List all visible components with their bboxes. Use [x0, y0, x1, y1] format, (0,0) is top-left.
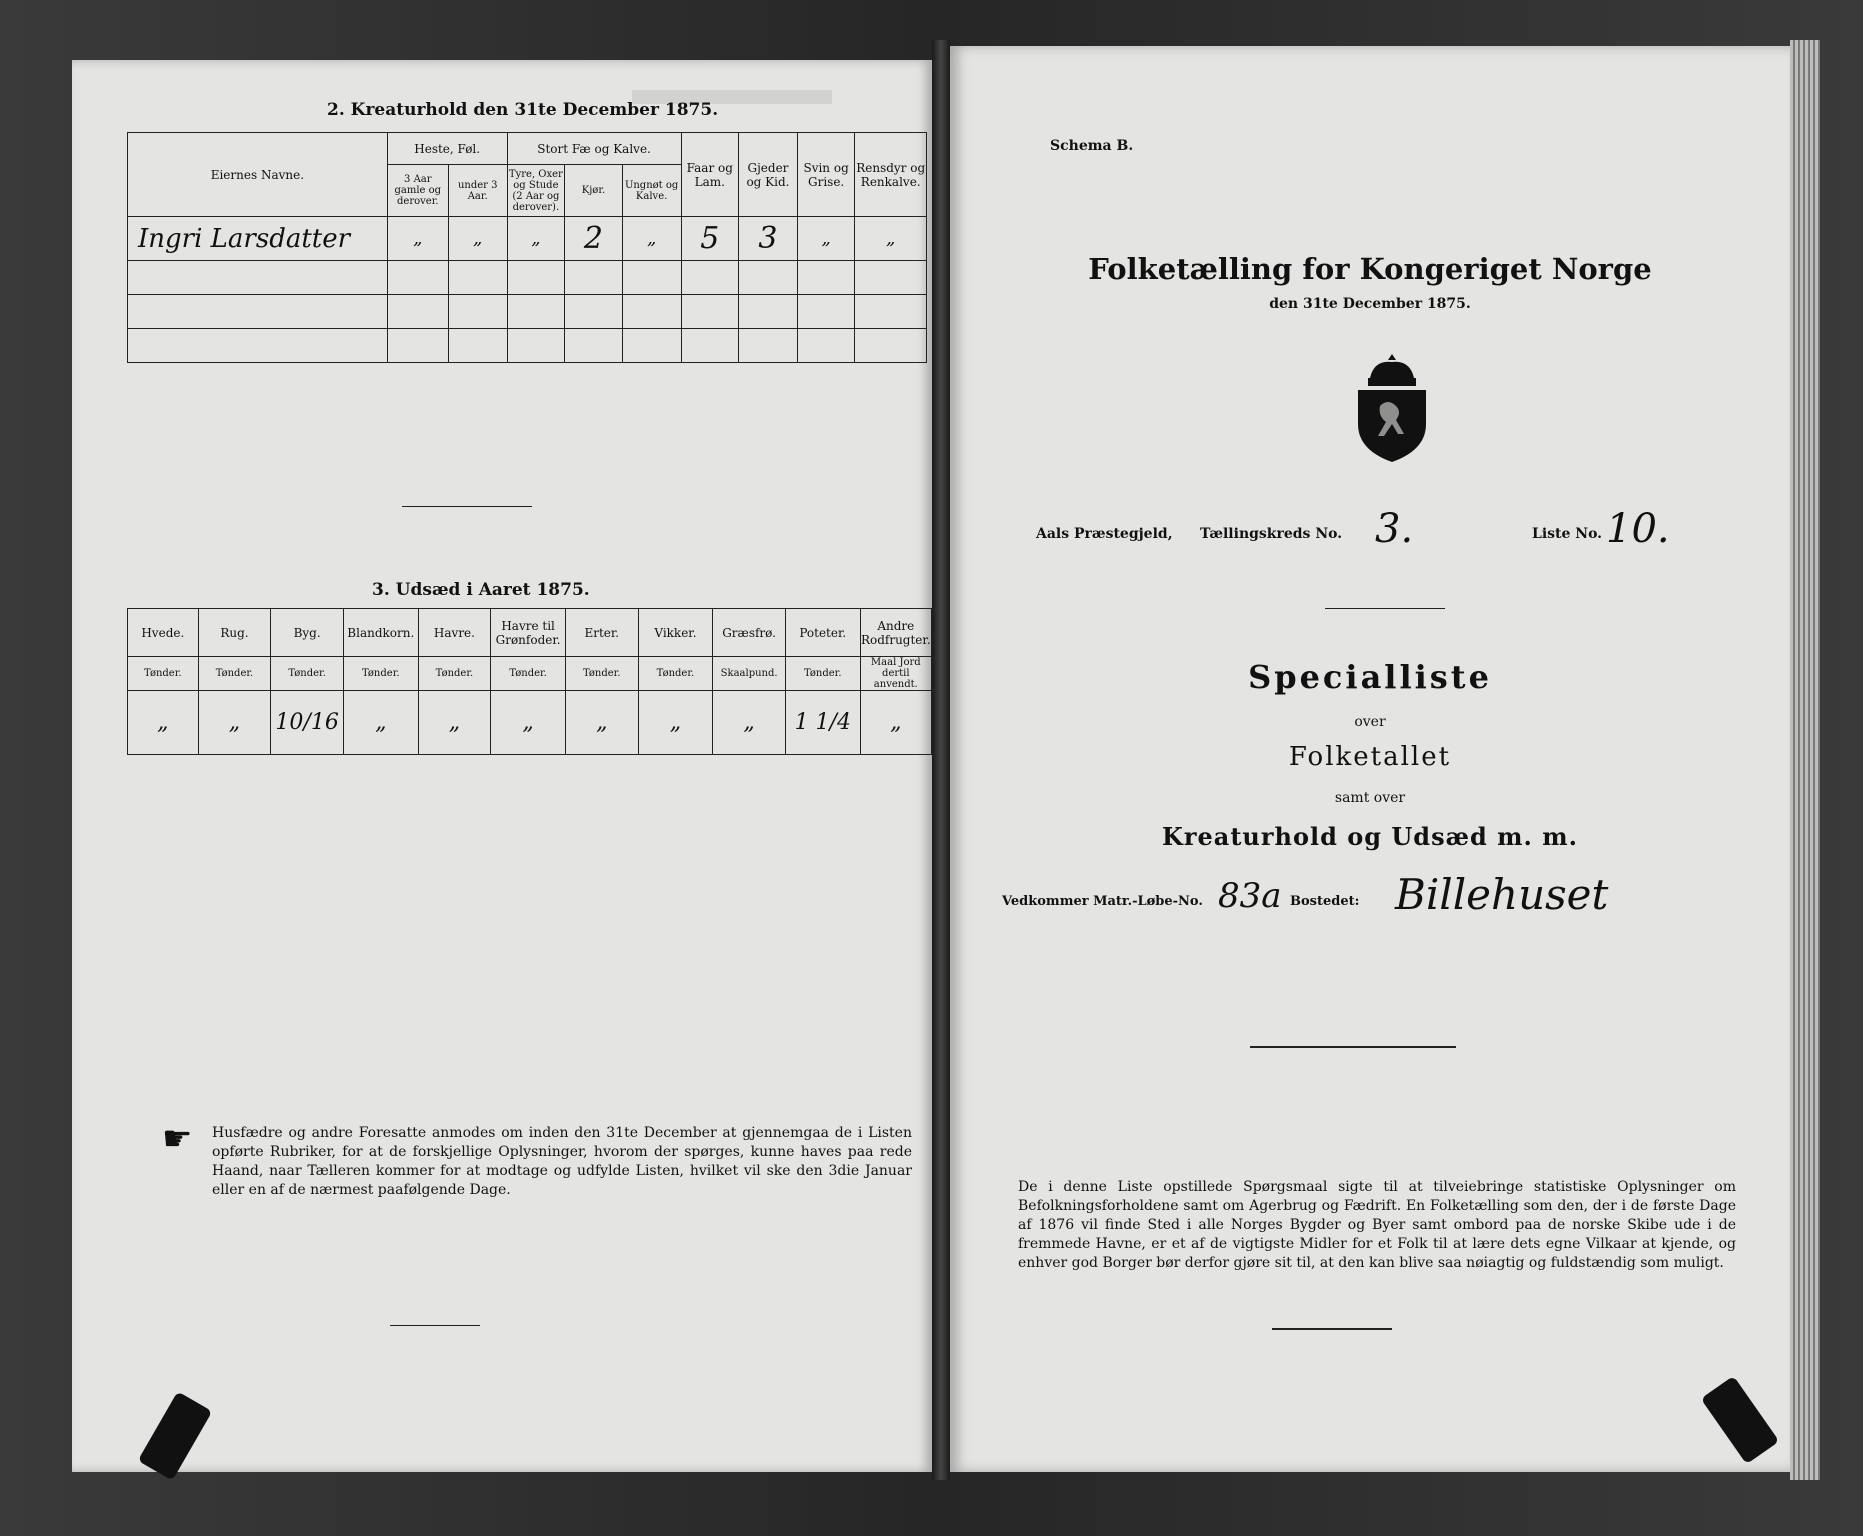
seed-header-5: Havre til Grønfoder.: [491, 609, 566, 657]
owner-name: Ingri Larsdatter: [128, 217, 388, 261]
seed-header-2: Byg.: [271, 609, 344, 657]
seed-value-4: „: [418, 691, 491, 755]
seed-unit-1: Tønder.: [198, 657, 271, 691]
explanation-text: De i denne Liste opstillede Spørgsmaal sigte til at tilveiebringe statistiske Oplysninger om Befolkningsforholdene samt om Agerbrug og Fædrift. En Folketælling som den, der i de første Dage af 1876 vil finde Sted i alle Norges Bygder og Byer samt ombord paa de norske Skibe ude i de fremmede Havne, er et af de vigtigste Midler for et Folk til at lære dets egne Vilkaar at kjende, og enhver god Borger bør derfor gjøre sit til, at den kan blive saa nøiagtig og fuldstændig som muligt.: [1018, 1179, 1736, 1271]
ungnod-value: „: [622, 217, 681, 261]
seed-value-0: „: [128, 691, 199, 755]
seed-value-7: „: [638, 691, 713, 755]
svin-value: „: [797, 217, 855, 261]
seed-header-7: Vikker.: [638, 609, 713, 657]
seed-unit-10: Maal Jord dertil anvendt.: [860, 657, 931, 691]
specialliste-heading: Specialliste: [1248, 658, 1492, 696]
kreds-label: Tællingskreds No.: [1200, 526, 1343, 542]
section-3-title: 3. Udsæd i Aaret 1875.: [372, 580, 590, 600]
matr-value: 83a: [1218, 876, 1282, 916]
notice-text: Husfædre og andre Foresatte anmodes om inden den 31te December at gjennemgaa de i Listen opførte Rubriker, for at de forskjellige Oplysninger, hvorom der spørges, kunne haves paa rede Haand, naar Tælleren kommer for at modtage og udfylde Listen, hvilket vil ske den 3die Januar eller en af de nærmest paafølgende Dage.: [212, 1125, 912, 1198]
faar-header: Faar og Lam.: [681, 133, 739, 217]
heste-young-value: „: [448, 217, 507, 261]
schema-label: Schema B.: [1050, 138, 1134, 154]
folketallet-heading: Folketallet: [1288, 742, 1452, 772]
ungnod-header: Ungnøt og Kalve.: [622, 165, 681, 217]
matr-label: Vedkommer Matr.-Løbe-No.: [1002, 894, 1203, 909]
faar-value: 5: [681, 217, 739, 261]
divider: [1325, 608, 1445, 609]
seed-value-6: „: [565, 691, 638, 755]
document-title: Folketælling for Kongeriget Norge: [1088, 252, 1652, 286]
rensdyr-header: Rensdyr og Renkalve.: [855, 133, 927, 217]
left-page: [72, 60, 932, 1472]
seed-unit-0: Tønder.: [128, 657, 199, 691]
right-page: [950, 46, 1790, 1472]
tyre-header: Tyre, Oxer og Stude (2 Aar og derover).: [507, 165, 565, 217]
heste-old-value: „: [387, 217, 448, 261]
seed-unit-7: Tønder.: [638, 657, 713, 691]
seed-value-8: „: [713, 691, 786, 755]
seed-unit-9: Tønder.: [785, 657, 860, 691]
seed-unit-6: Tønder.: [565, 657, 638, 691]
seed-unit-2: Tønder.: [271, 657, 344, 691]
heste-old-header: 3 Aar gamle og derover.: [387, 165, 448, 217]
book-spine: [932, 40, 950, 1480]
livestock-table: [127, 132, 927, 363]
divider: [390, 1325, 480, 1326]
over-text: over: [1354, 714, 1386, 730]
seed-header-8: Græsfrø.: [713, 609, 786, 657]
coat-of-arms-icon: [1344, 348, 1440, 466]
seed-header-0: Hvede.: [128, 609, 199, 657]
seed-table: [127, 608, 932, 755]
liste-value: 10.: [1606, 506, 1670, 552]
stort-fae-header: Stort Fæ og Kalve.: [507, 133, 681, 165]
seed-value-2: 10/16: [271, 691, 344, 755]
seed-unit-5: Tønder.: [491, 657, 566, 691]
seed-header-3: Blandkorn.: [343, 609, 418, 657]
samt-over-text: samt over: [1334, 790, 1406, 806]
kjor-header: Kjør.: [565, 165, 623, 217]
seed-unit-4: Tønder.: [418, 657, 491, 691]
divider: [402, 506, 532, 507]
heste-header: Heste, Føl.: [387, 133, 507, 165]
seed-value-5: „: [491, 691, 566, 755]
divider: [1272, 1328, 1392, 1330]
seed-value-10: „: [860, 691, 931, 755]
rensdyr-value: „: [855, 217, 927, 261]
table-row: [128, 329, 927, 363]
heste-young-header: under 3 Aar.: [448, 165, 507, 217]
owner-header: Eiernes Navne.: [128, 133, 388, 217]
section-2-title: 2. Kreaturhold den 31te December 1875.: [327, 100, 719, 120]
bostedet-value: Billehuset: [1395, 870, 1609, 919]
gjeder-value: 3: [739, 217, 798, 261]
seed-header-6: Erter.: [565, 609, 638, 657]
seed-header-1: Rug.: [198, 609, 271, 657]
liste-label: Liste No.: [1532, 526, 1603, 542]
divider: [1250, 1046, 1456, 1048]
seed-value-3: „: [343, 691, 418, 755]
seed-unit-8: Skaalpund.: [713, 657, 786, 691]
tyre-value: „: [507, 217, 565, 261]
seed-header-4: Havre.: [418, 609, 491, 657]
pointing-hand-icon: ☛: [162, 1119, 193, 1159]
seed-unit-3: Tønder.: [343, 657, 418, 691]
seed-value-9: 1 1/4: [785, 691, 860, 755]
seed-header-9: Poteter.: [785, 609, 860, 657]
bostedet-label: Bostedet:: [1290, 894, 1360, 909]
seed-value-1: „: [198, 691, 271, 755]
table-row: [128, 261, 927, 295]
table-row: [128, 295, 927, 329]
page-edges: [1790, 40, 1820, 1480]
svin-header: Svin og Grise.: [797, 133, 855, 217]
seed-header-10: Andre Rodfrugter.: [860, 609, 931, 657]
kreaturhold-heading: Kreaturhold og Udsæd m. m.: [1162, 822, 1578, 851]
document-date: den 31te December 1875.: [1269, 296, 1471, 312]
gjeder-header: Gjeder og Kid.: [739, 133, 798, 217]
kjor-value: 2: [565, 217, 623, 261]
kreds-value: 3.: [1375, 506, 1414, 552]
prestegjeld-label: Aals Præstegjeld,: [1036, 526, 1173, 542]
